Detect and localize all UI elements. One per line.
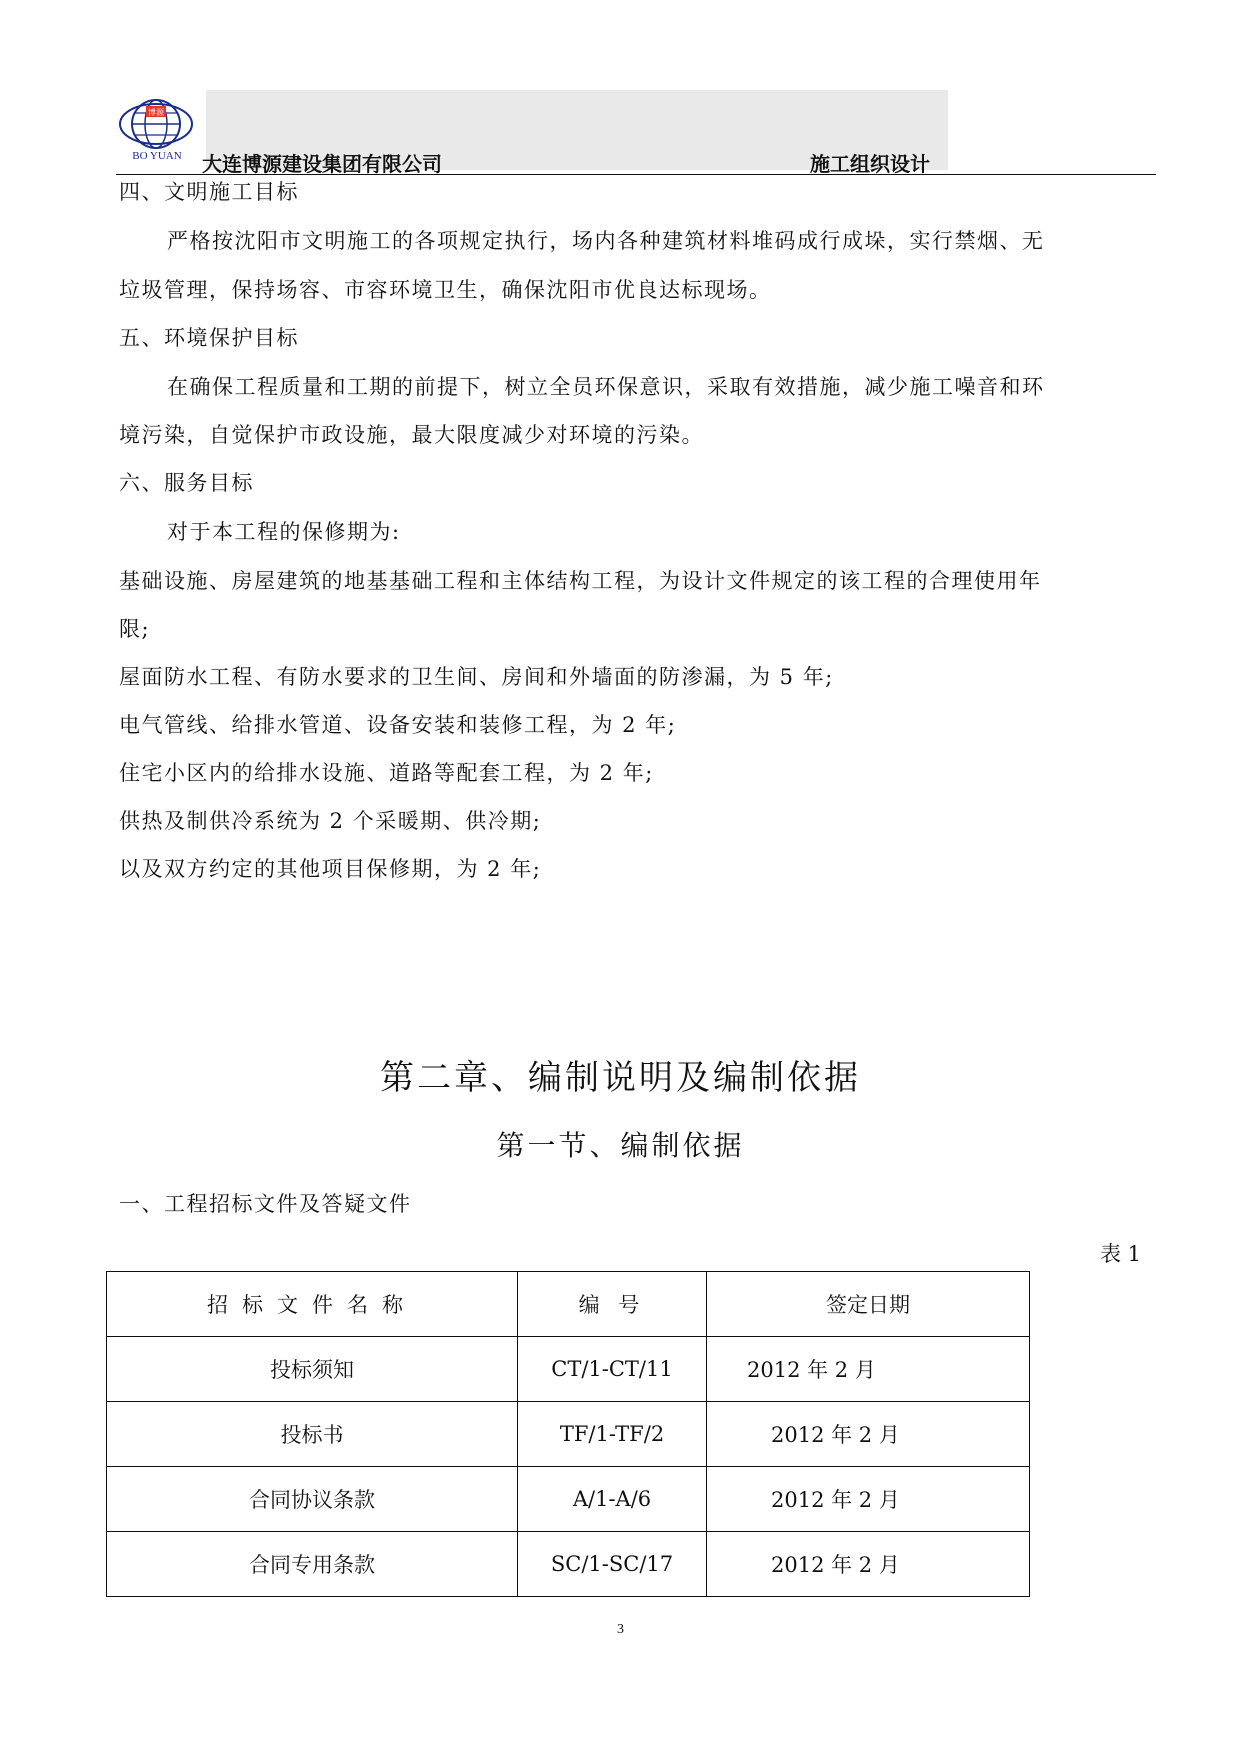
- warranty-item-5: 供热及制供冷系统为 2 个采暖期、供冷期;: [119, 809, 542, 833]
- section-4-paragraph-line-2: 垃圾管理，保持场容、市容环境卫生，确保沈阳市优良达标现场。: [119, 278, 772, 302]
- section-5-heading: 五、环境保护目标: [119, 326, 299, 350]
- table-cell: 2012 年 2 月: [707, 1402, 1030, 1467]
- table-cell: 合同专用条款: [107, 1532, 518, 1597]
- section-4-heading: 四、文明施工目标: [119, 180, 299, 204]
- company-name: 大连博源建设集团有限公司: [202, 152, 442, 176]
- subsection-heading: 一、工程招标文件及答疑文件: [119, 1192, 412, 1216]
- logo-mark: 博源: [148, 108, 164, 117]
- table-cell: 2012 年 2 月: [707, 1532, 1030, 1597]
- page-number: 3: [617, 1622, 624, 1637]
- warranty-item-4: 住宅小区内的给排水设施、道路等配套工程，为 2 年;: [119, 761, 654, 785]
- section-5-paragraph-line-2: 境污染，自觉保护市政设施，最大限度减少对环境的污染。: [119, 423, 704, 447]
- section-5-paragraph-line-1: 在确保工程质量和工期的前提下，树立全员环保意识，采取有效措施，减少施工噪音和环: [167, 375, 1045, 399]
- header-cell: 编 号: [518, 1272, 707, 1337]
- table-cell: 合同协议条款: [107, 1467, 518, 1532]
- header-rule: [116, 174, 1156, 175]
- table-cell: TF/1-TF/2: [518, 1402, 707, 1467]
- table-cell: CT/1-CT/11: [518, 1337, 707, 1402]
- logo-text: BO YUAN: [132, 150, 182, 162]
- warranty-item-6: 以及双方约定的其他项目保修期，为 2 年;: [119, 857, 542, 881]
- table-cell: A/1-A/6: [518, 1467, 707, 1532]
- header-cell: 签定日期: [707, 1272, 1030, 1337]
- warranty-item-3: 电气管线、给排水管道、设备安装和装修工程，为 2 年;: [119, 713, 677, 737]
- warranty-item-2: 屋面防水工程、有防水要求的卫生间、房间和外墙面的防渗漏，为 5 年;: [119, 665, 834, 689]
- table-cell: 投标须知: [107, 1337, 518, 1402]
- section-4-paragraph-line-1: 严格按沈阳市文明施工的各项规定执行，场内各种建筑材料堆码成行成垛，实行禁烟、无: [167, 229, 1045, 253]
- table-number: 表 1: [1100, 1242, 1142, 1266]
- document-type: 施工组织设计: [810, 152, 930, 176]
- table-cell: 2012 年 2 月: [707, 1467, 1030, 1532]
- section-6-intro: 对于本工程的保修期为:: [167, 520, 401, 544]
- table-header-row: [107, 1272, 1030, 1337]
- chapter-title: 第二章、编制说明及编制依据: [380, 1058, 861, 1098]
- table-row: [107, 1467, 1030, 1532]
- table-cell: SC/1-SC/17: [518, 1532, 707, 1597]
- table-row: [107, 1402, 1030, 1467]
- table-cell: 投标书: [107, 1402, 518, 1467]
- table-row: [107, 1337, 1030, 1402]
- table-cell: 2012 年 2 月: [707, 1337, 1030, 1402]
- bid-documents-table: [106, 1271, 1030, 1597]
- header-cell: 招标文件名称: [107, 1272, 518, 1337]
- table-row: [107, 1532, 1030, 1597]
- warranty-item-1-line-2: 限;: [119, 617, 151, 641]
- warranty-item-1-line-1: 基础设施、房屋建筑的地基基础工程和主体结构工程，为设计文件规定的该工程的合理使用年: [119, 569, 1042, 593]
- section-6-heading: 六、服务目标: [119, 471, 254, 495]
- section-title: 第一节、编制依据: [496, 1129, 745, 1162]
